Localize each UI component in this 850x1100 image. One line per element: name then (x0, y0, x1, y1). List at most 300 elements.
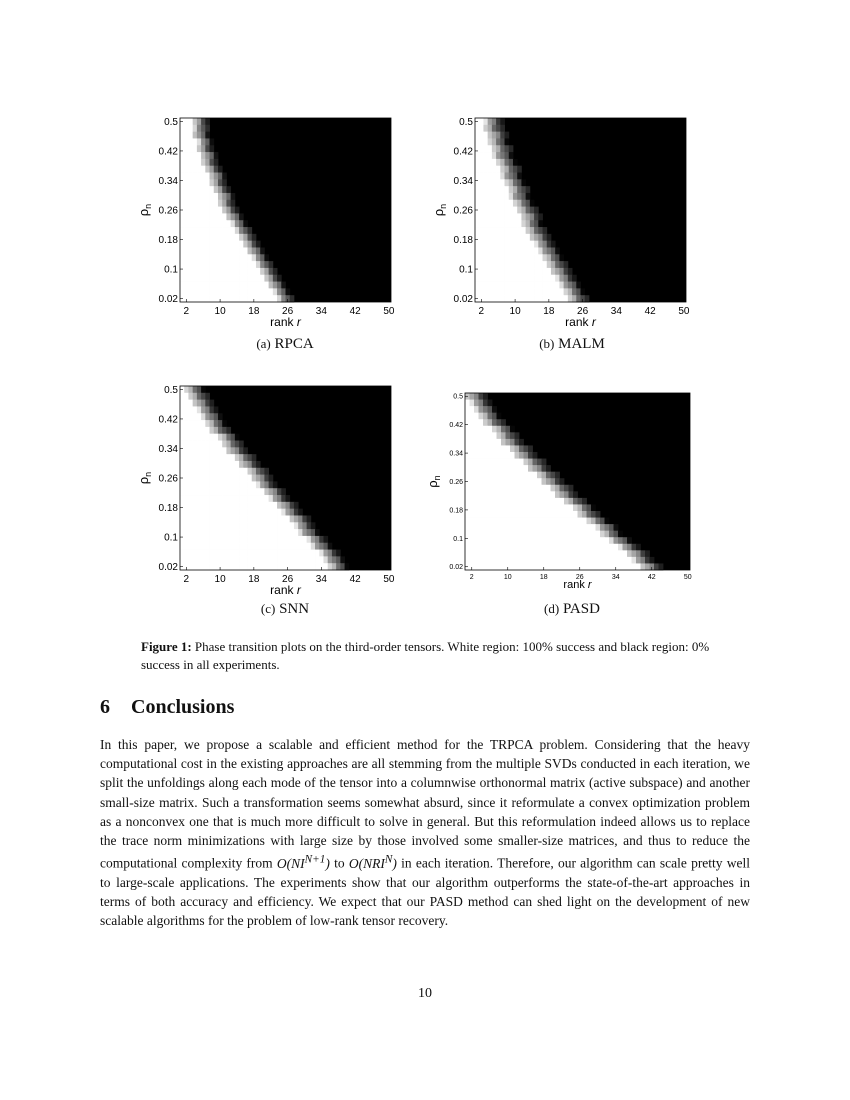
heatmap-cell (307, 563, 312, 570)
heatmap-cell (519, 531, 524, 538)
heatmap-cell (488, 537, 493, 544)
heatmap-cell (290, 529, 295, 536)
heatmap-cell (542, 498, 547, 505)
heatmap-cell (180, 132, 185, 139)
heatmap-cell (205, 475, 210, 482)
heatmap-cell (551, 472, 556, 479)
y-tick-label: 0.5 (164, 116, 178, 128)
heatmap-cell (509, 288, 514, 295)
heatmap-cell (235, 295, 240, 302)
heatmap-cell (243, 509, 248, 516)
figure-label: Figure 1: (141, 639, 192, 654)
heatmap-cell (600, 531, 605, 538)
heatmap-cell (524, 544, 529, 551)
heatmap-cell (277, 529, 282, 536)
heatmap-cell (465, 426, 470, 433)
heatmap-cell (524, 563, 529, 570)
heatmap-cell (311, 550, 316, 557)
heatmap-cell (226, 550, 231, 557)
heatmap-cell (465, 498, 470, 505)
x-tick-label: 10 (214, 306, 226, 317)
heatmap-cell (505, 268, 510, 275)
heatmap-cell (559, 275, 564, 282)
heatmap-cell (519, 504, 524, 511)
heatmap-cell (501, 557, 506, 564)
heatmap-cell (231, 268, 236, 275)
heatmap-cell (184, 468, 189, 475)
heatmap-cell (582, 531, 587, 538)
heatmap-cell (582, 563, 587, 570)
heatmap-cell (509, 193, 514, 200)
heatmap-cell (197, 282, 202, 289)
heatmap-cell (519, 459, 524, 466)
heatmap-cell (218, 275, 223, 282)
heatmap-cell (488, 295, 493, 302)
heatmap-cell (497, 544, 502, 551)
heatmap-cell (573, 518, 578, 525)
heatmap-cell (226, 502, 231, 509)
heatmap-cell (290, 502, 295, 509)
heatmap-cell (492, 275, 497, 282)
heatmap-cell (231, 295, 236, 302)
heatmap-cell (526, 220, 531, 227)
heatmap-cell (218, 173, 223, 180)
heatmap-cell (470, 544, 475, 551)
heatmap-cell (197, 543, 202, 550)
heatmap-cell (470, 459, 475, 466)
y-tick-label: 0.42 (158, 414, 178, 426)
heatmap-cell (479, 227, 484, 234)
heatmap-cell (193, 247, 198, 254)
heatmap-cell (488, 193, 493, 200)
heatmap-cell (197, 179, 202, 186)
heatmap-cell (465, 432, 470, 439)
heatmap-cell (201, 563, 206, 570)
heatmap-cell (193, 488, 198, 495)
heatmap-cell (521, 213, 526, 220)
heatmap-cell (505, 234, 510, 241)
heatmap-cell (226, 193, 231, 200)
heatmap-cell (515, 478, 520, 485)
heatmap-cell (470, 531, 475, 538)
heatmap-cell (526, 295, 531, 302)
heatmap-cell (555, 550, 560, 557)
heatmap-cell (488, 504, 493, 511)
heatmap-cell (218, 522, 223, 529)
heatmap-cell (201, 434, 206, 441)
heatmap-cell (188, 441, 193, 448)
heatmap-cell (546, 485, 551, 492)
heatmap-cell (188, 543, 193, 550)
heatmap-cell (500, 295, 505, 302)
heatmap-cell (248, 556, 253, 563)
heatmap-cell (210, 166, 215, 173)
heatmap-cell (193, 406, 198, 413)
heatmap-cell (475, 145, 480, 152)
heatmap-cell (614, 537, 619, 544)
heatmap-cell (524, 491, 529, 498)
heatmap-cell (248, 536, 253, 543)
heatmap-cell (248, 495, 253, 502)
heatmap-cell (184, 481, 189, 488)
heatmap-cell (551, 518, 556, 525)
heatmap-malm (425, 110, 715, 332)
heatmap-cell (218, 166, 223, 173)
heatmap-cell (205, 261, 210, 268)
heatmap-cell (515, 452, 520, 459)
heatmap-cell (197, 132, 202, 139)
heatmap-cell (465, 485, 470, 492)
heatmap-cell (218, 454, 223, 461)
heatmap-cell (605, 524, 610, 531)
heatmap-cell (256, 275, 261, 282)
heatmap-cell (231, 536, 236, 543)
heatmap-cell (205, 413, 210, 420)
heatmap-cell (307, 556, 312, 563)
heatmap-cell (483, 118, 488, 125)
heatmap-cell (231, 461, 236, 468)
heatmap-cell (210, 282, 215, 289)
heatmap-cell (479, 439, 484, 446)
heatmap-cell (260, 268, 265, 275)
heatmap-cell (231, 509, 236, 516)
heatmap-cell (479, 400, 484, 407)
heatmap-cell (193, 468, 198, 475)
x-axis-label (563, 579, 592, 591)
heatmap-cell (281, 288, 286, 295)
heatmap-cell (193, 556, 198, 563)
heatmap-cell (555, 254, 560, 261)
heatmap-cell (252, 556, 257, 563)
heatmap-cell (479, 511, 484, 518)
heatmap-cell (210, 468, 215, 475)
heatmap-cell (596, 550, 601, 557)
heatmap-cell (273, 563, 278, 570)
heatmap-cell (488, 465, 493, 472)
heatmap-cell (197, 406, 202, 413)
heatmap-cell (506, 432, 511, 439)
heatmap-cell (538, 282, 543, 289)
heatmap-cell (543, 247, 548, 254)
heatmap-cell (645, 563, 650, 570)
heatmap-cell (483, 159, 488, 166)
heatmap-cell (226, 556, 231, 563)
heatmap-cell (582, 550, 587, 557)
heatmap-cell (222, 179, 227, 186)
heatmap-cell (214, 495, 219, 502)
heatmap-cell (509, 186, 514, 193)
heatmap-cell (524, 472, 529, 479)
heatmap-cell (510, 518, 515, 525)
heatmap-cell (260, 529, 265, 536)
x-axis-label (270, 583, 302, 597)
heatmap-cell (273, 268, 278, 275)
heatmap-cell (180, 543, 185, 550)
heatmap-cell (269, 522, 274, 529)
heatmap-cell (501, 563, 506, 570)
heatmap-cell (530, 261, 535, 268)
heatmap-cell (281, 543, 286, 550)
heatmap-cell (260, 295, 265, 302)
heatmap-cell (252, 282, 257, 289)
heatmap-cell (513, 227, 518, 234)
heatmap-cell (519, 524, 524, 531)
heatmap-cell (239, 468, 244, 475)
heatmap-cell (596, 544, 601, 551)
heatmap-cell (475, 173, 480, 180)
heatmap-cell (307, 522, 312, 529)
heatmap-cell (248, 288, 253, 295)
heatmap-cell (201, 241, 206, 248)
heatmap-cell (210, 475, 215, 482)
heatmap-cell (231, 220, 236, 227)
heatmap-cell (188, 282, 193, 289)
heatmap-cell (188, 495, 193, 502)
heatmap-cell (269, 261, 274, 268)
heatmap-cell (197, 227, 202, 234)
heatmap-cell (543, 241, 548, 248)
heatmap-cell (500, 145, 505, 152)
heatmap-cell (315, 563, 320, 570)
heatmap-cell (470, 400, 475, 407)
heatmap-cell (184, 509, 189, 516)
heatmap-cell (582, 511, 587, 518)
y-tick-label: 0.26 (158, 205, 178, 217)
heatmap-cell (184, 427, 189, 434)
heatmap-cell (231, 502, 236, 509)
heatmap-cell (479, 550, 484, 557)
heatmap-cell (547, 282, 552, 289)
heatmap-cell (479, 166, 484, 173)
heatmap-cell (239, 509, 244, 516)
heatmap-cell (542, 465, 547, 472)
heatmap-cell (214, 282, 219, 289)
heatmap-cell (197, 220, 202, 227)
heatmap-cell (184, 488, 189, 495)
heatmap-cell (214, 254, 219, 261)
heatmap-cell (231, 275, 236, 282)
heatmap-cell (226, 200, 231, 207)
heatmap-cell (505, 193, 510, 200)
heatmap-cell (307, 550, 312, 557)
heatmap-cell (180, 550, 185, 557)
x-tick-label: 10 (509, 306, 521, 317)
heatmap-cell (515, 537, 520, 544)
heatmap-cell (582, 537, 587, 544)
heatmap-cell (243, 502, 248, 509)
heatmap-cell (235, 434, 240, 441)
heatmap-cell (474, 557, 479, 564)
heatmap-cell (483, 426, 488, 433)
heatmap-cell (636, 557, 641, 564)
heatmap-cell (184, 275, 189, 282)
heatmap-cell (226, 261, 231, 268)
heatmap-cell (479, 261, 484, 268)
heatmap-cell (492, 498, 497, 505)
heatmap-cell (248, 227, 253, 234)
heatmap-cell (273, 522, 278, 529)
heatmap-cell (243, 475, 248, 482)
x-tick-label: 34 (315, 306, 327, 317)
heatmap-cell (496, 200, 501, 207)
heatmap-cell (264, 488, 269, 495)
heatmap-cell (488, 419, 493, 426)
heatmap-cell (180, 556, 185, 563)
heatmap-cell (505, 288, 510, 295)
heatmap-cell (298, 529, 303, 536)
heatmap-cell (281, 502, 286, 509)
heatmap-cell (474, 445, 479, 452)
heatmap-cell (256, 475, 261, 482)
heatmap-cell (515, 439, 520, 446)
heatmap-cell (231, 556, 236, 563)
heatmap-cell (269, 495, 274, 502)
heatmap-cell (528, 557, 533, 564)
heatmap-cell (222, 556, 227, 563)
y-tick-label: 0.02 (158, 562, 178, 574)
heatmap-cell (294, 556, 299, 563)
heatmap-cell (636, 544, 641, 551)
heatmap-cell (184, 173, 189, 180)
heatmap-cell (180, 529, 185, 536)
heatmap-cell (521, 247, 526, 254)
heatmap-cell (235, 563, 240, 570)
heatmap-cell (483, 406, 488, 413)
heatmap-cell (618, 563, 623, 570)
heatmap-cell (510, 531, 515, 538)
heatmap-cell (521, 207, 526, 214)
heatmap-cell (591, 563, 596, 570)
heatmap-cell (235, 495, 240, 502)
heatmap-cell (500, 179, 505, 186)
heatmap-cell (483, 452, 488, 459)
heatmap-cell (226, 529, 231, 536)
heatmap-cell (243, 529, 248, 536)
heatmap-cell (492, 132, 497, 139)
heatmap-cell (264, 495, 269, 502)
heatmap-cell (488, 544, 493, 551)
heatmap-cell (534, 227, 539, 234)
heatmap-cell (222, 468, 227, 475)
heatmap-cell (555, 504, 560, 511)
heatmap-cell (546, 491, 551, 498)
heatmap-cell (205, 159, 210, 166)
heatmap-cell (214, 193, 219, 200)
heatmap-cell (559, 261, 564, 268)
heatmap-cell (197, 468, 202, 475)
heatmap-cell (501, 445, 506, 452)
heatmap-cell (197, 247, 202, 254)
heatmap-cell (180, 234, 185, 241)
heatmap-cell (235, 488, 240, 495)
heatmap-cell (264, 529, 269, 536)
heatmap-cell (559, 295, 564, 302)
heatmap-cell (235, 288, 240, 295)
heatmap-cell (559, 288, 564, 295)
heatmap-cell (214, 247, 219, 254)
heatmap-cell (596, 511, 601, 518)
heatmap-cell (530, 288, 535, 295)
heatmap-cell (188, 145, 193, 152)
heatmap-cell (496, 132, 501, 139)
heatmap-cell (290, 556, 295, 563)
heatmap-cell (214, 186, 219, 193)
heatmap-cell (492, 550, 497, 557)
heatmap-cell (214, 179, 219, 186)
heatmap-cell (214, 515, 219, 522)
heatmap-cell (188, 468, 193, 475)
heatmap-cell (235, 275, 240, 282)
heatmap-cell (582, 498, 587, 505)
heatmap-cell (205, 152, 210, 159)
heatmap-cell (543, 282, 548, 289)
x-tick-label: 2 (183, 306, 190, 317)
heatmap-cell (294, 536, 299, 543)
heatmap-cell (492, 452, 497, 459)
heatmap-cell (573, 544, 578, 551)
heatmap-cell (281, 509, 286, 516)
heatmap-cell (510, 445, 515, 452)
heatmap-cell (488, 426, 493, 433)
heatmap-cell (596, 563, 601, 570)
heatmap-cell (546, 518, 551, 525)
heatmap-cell (264, 556, 269, 563)
heatmap-cell (188, 447, 193, 454)
heatmap-cell (235, 441, 240, 448)
heatmap-cell (197, 502, 202, 509)
heatmap-cell (509, 179, 514, 186)
x-tick-label: 50 (678, 306, 690, 317)
heatmap-cell (474, 563, 479, 570)
heatmap-cell (573, 557, 578, 564)
heatmap-cell (260, 536, 265, 543)
heatmap-cell (505, 220, 510, 227)
heatmap-cell (497, 550, 502, 557)
heatmap-cell (605, 544, 610, 551)
heatmap-cell (214, 241, 219, 248)
heatmap-cell (205, 502, 210, 509)
heatmap-cell (214, 200, 219, 207)
heatmap-cell (231, 475, 236, 482)
heatmap-cell (239, 447, 244, 454)
heatmap-cell (492, 465, 497, 472)
heatmap-cell (193, 386, 198, 393)
heatmap-cell (248, 254, 253, 261)
heatmap-cell (218, 193, 223, 200)
heatmap-cell (488, 406, 493, 413)
heatmap-cell (582, 524, 587, 531)
heatmap-cell (564, 491, 569, 498)
heatmap-cell (252, 529, 257, 536)
heatmap-cell (294, 529, 299, 536)
heatmap-cell (273, 529, 278, 536)
heatmap-cell (483, 207, 488, 214)
heatmap-cell (636, 550, 641, 557)
heatmap-cell (534, 268, 539, 275)
heatmap-cell (483, 193, 488, 200)
heatmap-cell (231, 254, 236, 261)
heatmap-cell (197, 186, 202, 193)
heatmap-cell (193, 475, 198, 482)
heatmap-cell (302, 563, 307, 570)
heatmap-cell (474, 478, 479, 485)
heatmap-cell (564, 537, 569, 544)
heatmap-cell (479, 207, 484, 214)
heatmap-cell (214, 488, 219, 495)
heatmap-cell (605, 557, 610, 564)
heatmap-cell (226, 468, 231, 475)
heatmap-cell (510, 478, 515, 485)
